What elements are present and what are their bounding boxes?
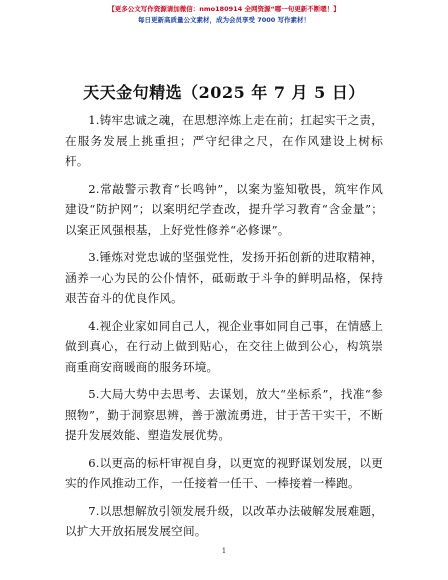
quote-paragraph-2: 2.常敲警示教育“长鸣钟”，以案为鉴知敬畏，筑牢作风建设“防护网”；以案明纪学查改，提升学习教育“含金量”；以案正风强根基，上好党性修养“必修课”。 [65,181,383,237]
quote-paragraph-4: 4.视企业家如同自己人，视企业事如同自己事，在情感上做到真心，在行动上做到贴心，在交往上做到公心，构筑崇商重商安商暖商的服务环境。 [65,318,383,374]
quote-paragraph-6: 6.以更高的标杆审视自身，以更宽的视野谋划发展，以更实的作风推动工作，一任接着一任干、一棒接着一棒跑。 [65,455,383,490]
promo-banner-line-1: 【更多公文写作资源请加微信：nmo180914 全网资源“哪一句更新不断嗯！】 [108,5,340,13]
document-title: 天天金句精选（2025 年 7 月 5 日） [83,83,365,102]
document-body [65,110,383,549]
promo-banner [0,4,448,26]
page-number: 1 [221,547,227,555]
quote-paragraph-1: 1.铸牢忠诚之魂，在思想淬炼上走在前；扛起实干之责，在服务发展上挑重担；严守纪律之尺，在作风建设上树标杆。 [65,113,383,168]
promo-banner-line-2: 每日更新高质量公文素材，成为会员享受 7000 写作素材！ [137,16,311,24]
quote-paragraph-5: 5.大局大势中去思考、去谋划，放大“坐标系”，找准“参照物”，勤于洞察思辨，善于激流勇进，甘于苦干实干，不断提升发展效能、塑造发展优势。 [65,387,383,442]
quote-paragraph-7: 7.以思想解放引领发展升级，以改革办法破解发展难题，以扩大开放拓展发展空间。 [65,503,383,538]
quote-paragraph-3: 3.锤炼对党忠诚的坚强党性，发扬开拓创新的进取精神，涵养一心为民的公仆情怀，砥砺敢于斗争的鲜明品格，保持艰苦奋斗的优良作风。 [65,250,383,305]
